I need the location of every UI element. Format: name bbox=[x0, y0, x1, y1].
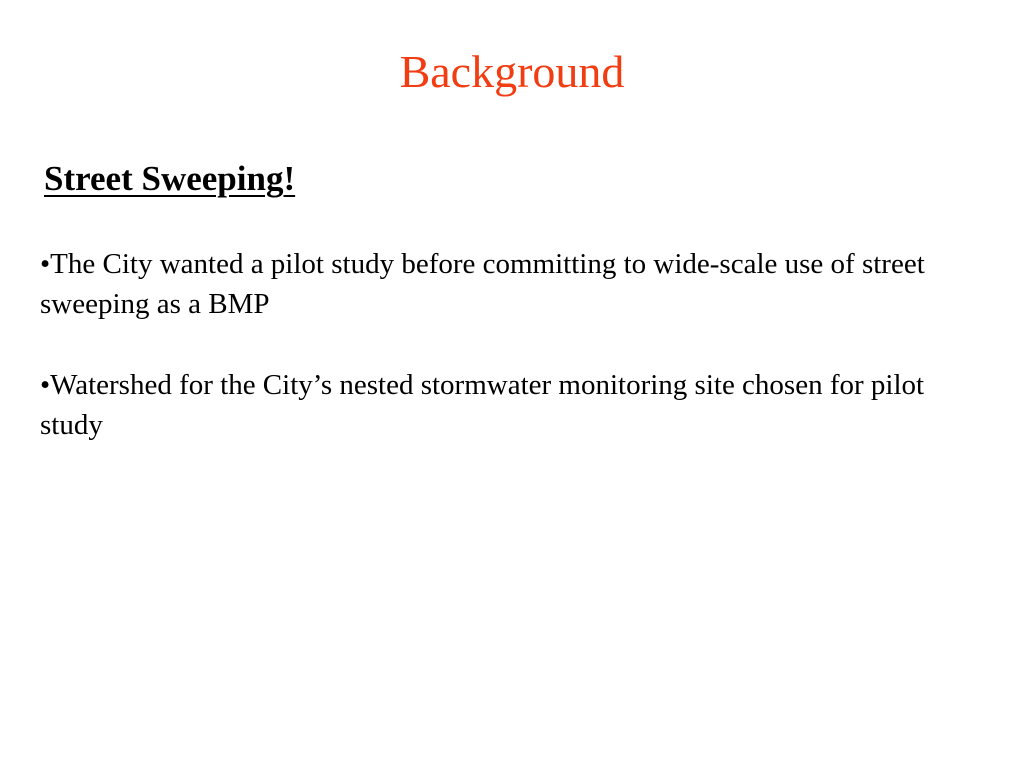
bullet-list bbox=[40, 244, 990, 486]
section-heading: Street Sweeping! bbox=[44, 159, 296, 198]
slide-title: Background bbox=[399, 46, 625, 97]
bullet-item-pilot-study: •The City wanted a pilot study before committing to wide-scale use of street sweeping as a BMP bbox=[40, 248, 925, 320]
bullet-item-watershed: •Watershed for the City’s nested stormwater monitoring site chosen for pilot study bbox=[40, 369, 925, 441]
